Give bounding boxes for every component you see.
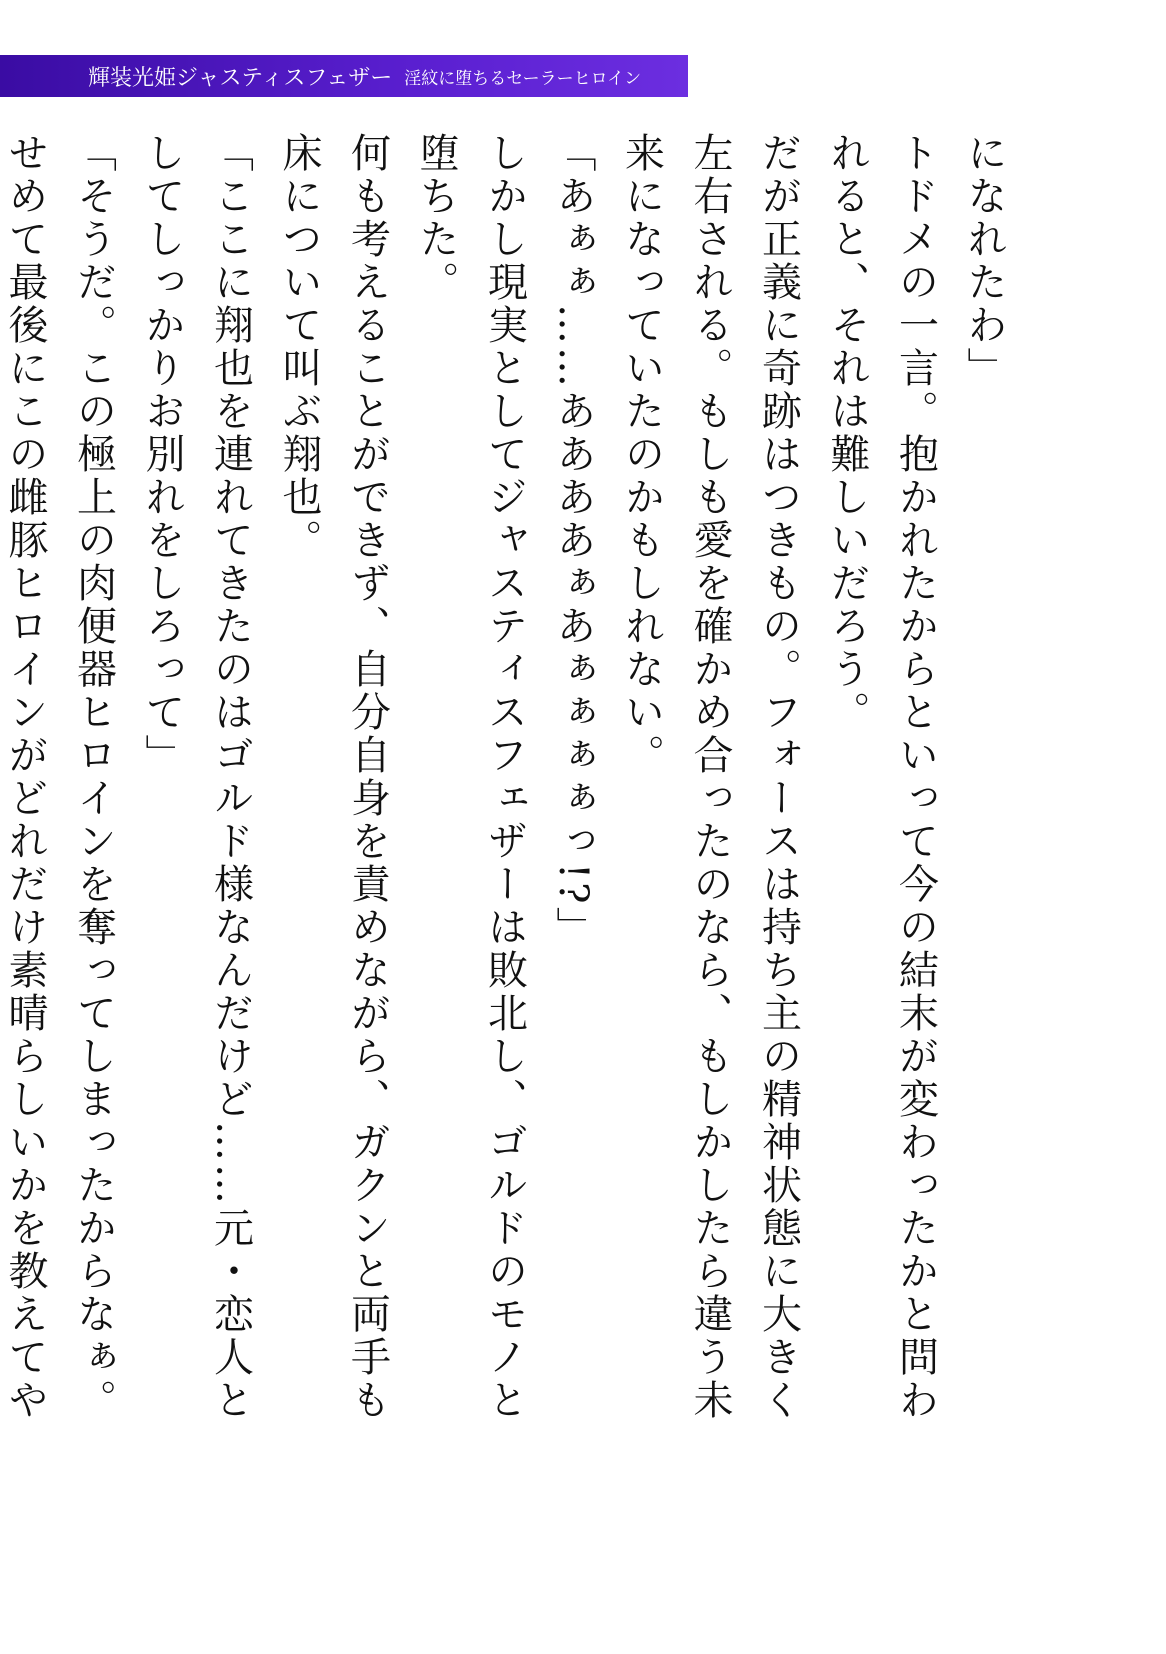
- vertical-text-body: [0, 132, 1018, 1462]
- paragraph: になれたわ」: [961, 132, 1007, 390]
- paragraph: だが正義に奇跡はつきもの。フォースは持ち主の精神状態に大きく左右される。もしも愛を確かめ合ったのなら、もしかしたら違う未来になっていたのかもしれない。: [618, 132, 802, 1422]
- paragraph: 「あぁぁ……ああああぁあぁぁぁぁっ!?」: [550, 132, 596, 950]
- running-header: [0, 55, 688, 97]
- paragraph: 「ここに翔也を連れてきたのはゴルド様なんだけど……元・恋人としてしっかりお別れをしろって」: [139, 132, 254, 1422]
- paragraph: 何も考えることができず、自分自身を責めながら、ガクンと両手も床について叫ぶ翔也。: [276, 132, 391, 1422]
- book-subtitle: 淫紋に堕ちるセーラーヒロイン: [404, 68, 642, 89]
- paragraph: トドメの一言。抱かれたからといって今の結末が変わったかと問われると、それは難しいだろう。: [824, 132, 939, 1422]
- book-title: 輝装光姫ジャスティスフェザー: [88, 65, 393, 91]
- paragraph: 「そうだ。この極上の肉便器ヒロインを奪ってしまったからなぁ。せめて最後にこの雌豚ヒロインがどれだけ素晴らしいかを教えてや: [2, 132, 117, 1422]
- paragraph: しかし現実としてジャスティスフェザーは敗北し、ゴルドのモノと堕ちた。: [413, 132, 528, 1422]
